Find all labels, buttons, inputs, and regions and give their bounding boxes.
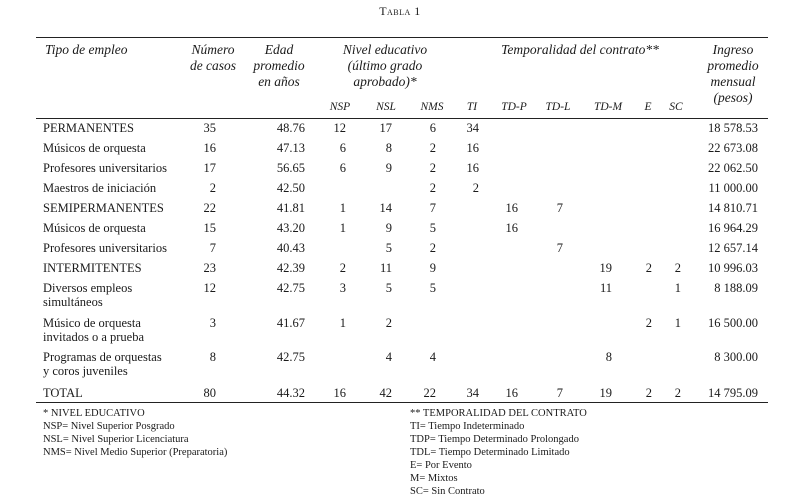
table-caption: Tabla 1 [379, 4, 421, 18]
cell-edad: 42.50 [276, 181, 305, 195]
cell-ingreso: 8 188.09 [714, 281, 758, 295]
cell-tdm: 19 [599, 261, 612, 275]
table-row [0, 316, 800, 344]
row-label-line: TOTAL [43, 386, 83, 400]
note-line: TDL= Tiempo Determinado Limitado [410, 447, 570, 458]
cell-edad: 56.65 [276, 161, 305, 175]
cell-edad: 43.20 [276, 221, 305, 235]
cell-nms: 5 [429, 281, 436, 295]
subheader-tdp: TD-P [501, 101, 527, 113]
note-line: NSL= Nivel Superior Licenciatura [43, 434, 189, 445]
bottom-rule [36, 402, 768, 403]
cell-nsl: 9 [385, 161, 392, 175]
cell-nsl: 2 [385, 316, 392, 330]
row-label-line: Programas de orquestas [43, 350, 162, 364]
row-label-line: SEMIPERMANENTES [43, 201, 164, 215]
top-rule [36, 37, 768, 38]
header-ingreso: Ingreso promedio mensual (pesos) [707, 42, 759, 105]
cell-ingreso: 14 795.09 [708, 386, 758, 400]
cell-nsl: 5 [385, 241, 392, 255]
cell-ingreso: 22 062.50 [708, 161, 758, 175]
header-casos: Número de casos [189, 42, 237, 73]
cell-ti: 2 [472, 181, 479, 195]
cell-edad: 42.75 [276, 350, 305, 364]
cell-nsl: 9 [385, 221, 392, 235]
note-line: M= Mixtos [410, 473, 458, 484]
cell-tdm: 8 [605, 350, 612, 364]
row-label [43, 316, 183, 344]
cell-ti: 16 [466, 161, 479, 175]
cell-sc: 1 [674, 316, 681, 330]
cell-e: 2 [645, 261, 652, 275]
note-line: SC= Sin Contrato [410, 486, 485, 497]
cell-ingreso: 22 673.08 [708, 141, 758, 155]
cell-casos: 35 [203, 121, 216, 135]
note-line: TDP= Tiempo Determinado Prolongado [410, 434, 579, 445]
note-line: NMS= Nivel Medio Superior (Preparatoria) [43, 447, 228, 458]
row-label-line: Maestros de iniciación [43, 181, 157, 195]
row-label [43, 261, 183, 275]
cell-nsl: 8 [385, 141, 392, 155]
note-line: NSP= Nivel Superior Posgrado [43, 421, 175, 432]
cell-edad: 44.32 [276, 386, 305, 400]
cell-ingreso: 10 996.03 [708, 261, 758, 275]
cell-casos: 17 [203, 161, 216, 175]
cell-casos: 3 [209, 316, 216, 330]
subheader-nsl: NSL [376, 101, 396, 113]
row-label [43, 201, 183, 215]
row-label-line: INTERMITENTES [43, 261, 142, 275]
row-label-line: Músico de orquesta [43, 316, 141, 330]
cell-tdp: 16 [505, 386, 518, 400]
cell-nsp: 6 [339, 141, 346, 155]
cell-ingreso: 12 657.14 [708, 241, 758, 255]
cell-nsp: 3 [339, 281, 346, 295]
cell-edad: 48.76 [276, 121, 305, 135]
row-label-line: invitados o a prueba [43, 330, 145, 344]
cell-nsp: 1 [339, 316, 346, 330]
cell-casos: 80 [203, 386, 216, 400]
cell-sc: 1 [674, 281, 681, 295]
row-label-line: PERMANENTES [43, 121, 134, 135]
table-row [0, 221, 800, 241]
table-row [0, 161, 800, 181]
cell-ingreso: 16 500.00 [708, 316, 758, 330]
row-label-line: Diversos empleos [43, 281, 133, 295]
table-row [0, 141, 800, 161]
cell-e: 2 [645, 316, 652, 330]
table-row [0, 386, 800, 406]
cell-casos: 7 [209, 241, 216, 255]
notes-temporalidad [410, 407, 587, 498]
cell-tdl: 7 [556, 386, 563, 400]
cell-casos: 2 [209, 181, 216, 195]
cell-ingreso: 18 578.53 [708, 121, 758, 135]
table-row [0, 121, 800, 141]
cell-ingreso: 16 964.29 [708, 221, 758, 235]
row-label-line: Profesores universitarios [43, 241, 167, 255]
header-nivel-educativo: Nivel educativo (último grado aprobado)* [342, 42, 428, 89]
cell-casos: 15 [203, 221, 216, 235]
row-label [43, 386, 183, 400]
cell-edad: 42.39 [276, 261, 305, 275]
cell-casos: 8 [209, 350, 216, 364]
cell-nms: 2 [429, 241, 436, 255]
row-label [43, 241, 183, 255]
cell-nsl: 42 [379, 386, 392, 400]
note-line: TI= Tiempo Indeterminado [410, 421, 525, 432]
cell-casos: 23 [203, 261, 216, 275]
subheader-ti: TI [466, 101, 478, 113]
cell-edad: 41.81 [276, 201, 305, 215]
cell-nsl: 5 [385, 281, 392, 295]
subheader-e: E [644, 101, 652, 113]
cell-edad: 42.75 [276, 281, 305, 295]
cell-ingreso: 11 000.00 [708, 181, 758, 195]
cell-ti: 34 [466, 386, 479, 400]
cell-e: 2 [645, 386, 652, 400]
header-temporalidad: Temporalidad del contrato** [501, 42, 659, 57]
cell-ti: 34 [466, 121, 479, 135]
header-edad: Edad promedio en años [253, 42, 305, 89]
cell-nsp: 12 [333, 121, 346, 135]
cell-nsp: 16 [333, 386, 346, 400]
row-label-line: y coros juveniles [43, 364, 128, 378]
note-line: * NIVEL EDUCATIVO [43, 408, 145, 419]
row-label [43, 221, 183, 235]
cell-tdl: 7 [556, 201, 563, 215]
table-row [0, 241, 800, 261]
cell-nsp: 6 [339, 161, 346, 175]
table-row [0, 281, 800, 309]
table-row [0, 201, 800, 221]
subheader-sc: SC [669, 101, 683, 113]
row-label [43, 181, 183, 195]
cell-casos: 22 [203, 201, 216, 215]
header-tipo-empleo: Tipo de empleo [45, 42, 128, 57]
cell-nms: 9 [429, 261, 436, 275]
table-row [0, 350, 800, 378]
subheader-tdm: TD-M [593, 101, 623, 113]
cell-nsl: 11 [379, 261, 392, 275]
cell-sc: 2 [674, 261, 681, 275]
subheader-nsp: NSP [329, 101, 351, 113]
cell-nms: 6 [429, 121, 436, 135]
note-line: E= Por Evento [410, 460, 472, 471]
cell-tdm: 11 [599, 281, 612, 295]
subheader-tdl: TD-L [545, 101, 571, 113]
cell-sc: 2 [674, 386, 681, 400]
cell-ingreso: 8 300.00 [714, 350, 758, 364]
cell-edad: 40.43 [276, 241, 305, 255]
cell-edad: 41.67 [276, 316, 305, 330]
cell-nsp: 1 [339, 221, 346, 235]
row-label [43, 281, 183, 309]
cell-edad: 47.13 [276, 141, 305, 155]
cell-casos: 12 [203, 281, 216, 295]
row-label-line: Músicos de orquesta [43, 141, 146, 155]
row-label-line: simultáneos [43, 295, 103, 309]
cell-nms: 7 [429, 201, 436, 215]
table-row [0, 261, 800, 281]
cell-nsl: 17 [379, 121, 392, 135]
row-label-line: Músicos de orquesta [43, 221, 146, 235]
cell-nms: 2 [429, 141, 436, 155]
note-line: ** TEMPORALIDAD DEL CONTRATO [410, 408, 587, 419]
cell-nsp: 1 [339, 201, 346, 215]
header-rule [36, 118, 768, 119]
cell-tdp: 16 [505, 221, 518, 235]
cell-ti: 16 [466, 141, 479, 155]
row-label [43, 121, 183, 135]
table-row [0, 181, 800, 201]
cell-nms: 4 [429, 350, 436, 364]
cell-tdp: 16 [505, 201, 518, 215]
row-label [43, 350, 183, 378]
row-label-line: Profesores universitarios [43, 161, 167, 175]
row-label [43, 161, 183, 175]
cell-nms: 2 [429, 181, 436, 195]
cell-nsl: 14 [379, 201, 392, 215]
cell-nsp: 2 [339, 261, 346, 275]
cell-tdm: 19 [599, 386, 612, 400]
subheader-nms: NMS [420, 101, 444, 113]
cell-nsl: 4 [385, 350, 392, 364]
cell-tdl: 7 [556, 241, 563, 255]
row-label [43, 141, 183, 155]
notes-nivel-educativo [43, 407, 227, 459]
cell-casos: 16 [203, 141, 216, 155]
cell-ingreso: 14 810.71 [708, 201, 758, 215]
cell-nms: 2 [429, 161, 436, 175]
cell-nms: 22 [423, 386, 436, 400]
cell-nms: 5 [429, 221, 436, 235]
